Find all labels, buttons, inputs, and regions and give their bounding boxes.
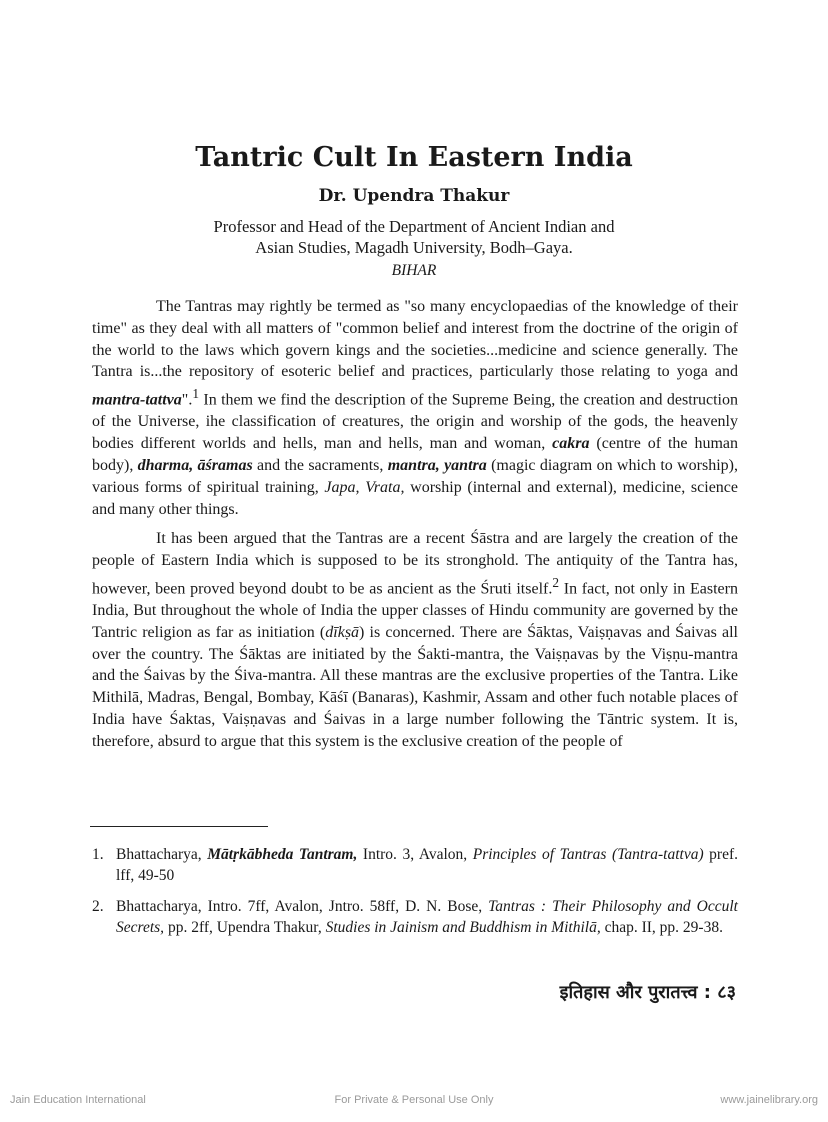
text-run: In them we find the description of the Supreme Being, the creation and destruction of the Universe, ihe classification of creatures, the origin and worship of the gods, the heavenly bodies different worlds and hells, man and hells, man and woman, bbox=[92, 391, 738, 453]
footnote-number: 1. bbox=[92, 846, 104, 863]
footer-link[interactable]: www.jainelibrary.org bbox=[720, 1094, 818, 1106]
paragraph-1 bbox=[92, 296, 738, 520]
paragraph-2 bbox=[92, 528, 738, 752]
citation-title: Mātṛkābheda Tantram, bbox=[207, 846, 358, 863]
footnote-number: 2. bbox=[92, 898, 104, 915]
text-run: The Tantras may rightly be termed as "so many encyclopaedias of the knowledge of their time" as they deal with all matters of "common belief and interest from the doctrine of the origin of the world to the laws which govern kings and the societies...medicine and science generally. The Tantra is...the repository of esoteric belief and practices, particularly those relating to yoga and bbox=[92, 298, 738, 381]
term-mantra-yantra: mantra, yantra bbox=[387, 456, 487, 474]
footnote-divider bbox=[90, 826, 268, 827]
author-place: BIHAR bbox=[391, 262, 437, 279]
article-body bbox=[92, 296, 738, 761]
term-cakra: cakra bbox=[552, 435, 590, 453]
affiliation-line: Professor and Head of the Department of Ancient Indian and bbox=[213, 217, 615, 236]
author-affiliation bbox=[0, 216, 828, 258]
text-run: Bhattacharya, Intro. 7ff, Avalon, Jntro. 58ff, D. N. Bose, bbox=[116, 898, 489, 915]
text-run: (centre of the human body), bbox=[92, 435, 739, 474]
footnote-2 bbox=[92, 896, 738, 938]
text-run: ) is concerned. There are Śāktas, Vaiṣṇavas and Śaivas all over the country. The Śāktas are initiated by the Śakti-mantra, the Vaiṣṇavas by the Viṣṇu-mantra and the Śaivas by the Śiva-mantra. All these mantras are the exclusive properties of the Tantra. Like Mithilā, Madras, Bengal, Bombay, Kāśī (Banaras), Kashmir, Assam and other fuch notable places of India have Śaktas, Vaiṣṇavas and Śaivas in a large number following the Tāntric system. It is, therefore, absurd to argue that this system is the exclusive creation of the people of bbox=[92, 623, 739, 750]
text-run: ". bbox=[181, 391, 193, 409]
text-run: Bhattacharya, bbox=[116, 846, 208, 863]
text-run: pref. lff, 49-50 bbox=[116, 846, 739, 884]
affiliation-line: Asian Studies, Magadh University, Bodh–Gaya. bbox=[255, 238, 573, 257]
author-name: Dr. Upendra Thakur bbox=[318, 186, 510, 206]
page-folio: इतिहास और पुरातत्त्व : ८३ bbox=[559, 982, 736, 1003]
text-run: Intro. 3, Avalon, bbox=[357, 846, 473, 863]
footnote-1 bbox=[92, 844, 738, 886]
text-run: chap. II, pp. 29-38. bbox=[600, 919, 723, 936]
citation-title: Tantras : Their Philosophy and Occult Secrets, bbox=[116, 898, 738, 936]
text-run: (magic diagram on which to worship), various forms of spiritual training, bbox=[92, 456, 738, 496]
term-japa-vrata: Japa, Vrata, bbox=[324, 478, 405, 496]
term-diksa: dīkṣā bbox=[325, 623, 360, 641]
citation-title: Studies in Jainism and Buddhism in Mithilā, bbox=[325, 919, 601, 936]
footer-center-text: For Private & Personal Use Only bbox=[334, 1094, 494, 1106]
text-run: In fact, not only in Eastern India, But throughout the whole of India the upper classes of Hindu community are governed by the Tantric religion as far as initiation ( bbox=[92, 580, 738, 641]
text-run: worship (internal and external), medicine, science and many other things. bbox=[92, 478, 738, 518]
text-run: and the sacraments, bbox=[252, 456, 388, 474]
footnotes bbox=[92, 844, 738, 948]
term-mantra-tattva: mantra-tattva bbox=[92, 391, 182, 409]
text-run: pp. 2ff, Upendra Thakur, bbox=[164, 919, 326, 936]
citation-title: Principles of Tantras (Tantra-tattva) bbox=[472, 846, 704, 863]
footer-left-text: Jain Education International bbox=[10, 1094, 146, 1106]
term-dharma-asramas: dharma, āśramas bbox=[137, 456, 253, 474]
footnote-ref-1[interactable]: 1 bbox=[192, 386, 199, 402]
article-title: Tantric Cult In Eastern India bbox=[195, 142, 633, 173]
text-run: It has been argued that the Tantras are a recent Śāstra and are largely the creation of the people of Eastern India which is supposed to be its stronghold. The antiquity of the Tantra has, however, been proved beyond doubt to be as ancient as the Śruti itself. bbox=[92, 530, 738, 598]
footnote-ref-2[interactable]: 2 bbox=[552, 574, 560, 590]
